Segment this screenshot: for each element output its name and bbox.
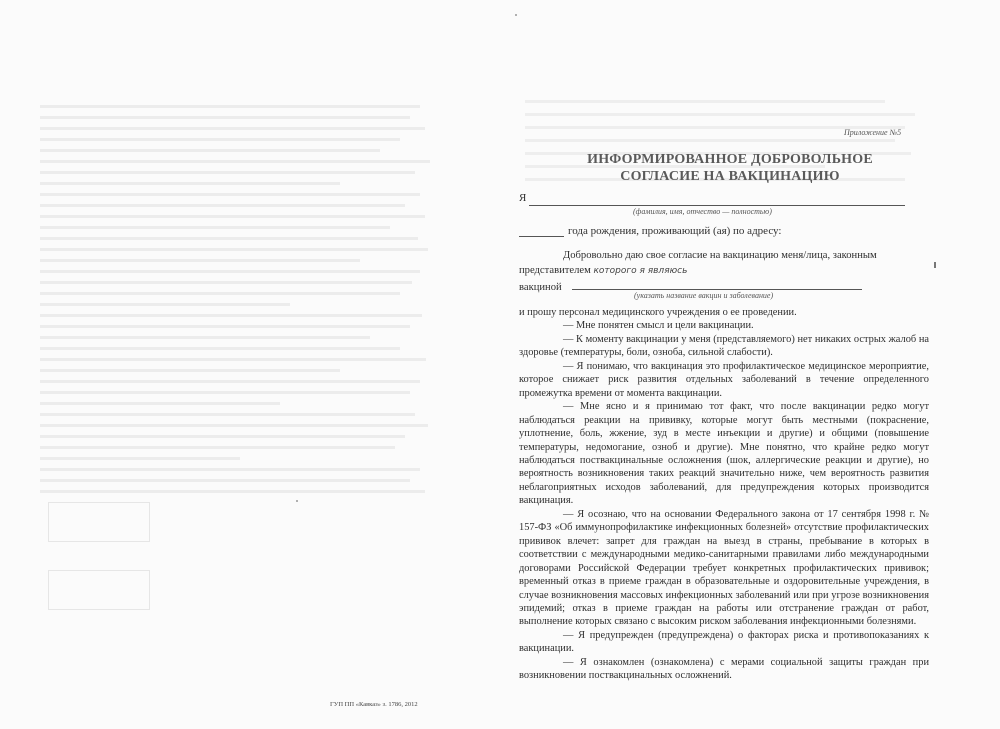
consent-line-1: Добровольно даю свое согласие на вакцинацию меня/лица, законным [563,250,877,261]
birth-text: года рождения, проживающий (ая) по адресу: [568,225,782,237]
scan-speck [296,500,298,502]
scan-edge-mark [934,262,936,268]
vaccine-caption: (указать название вакцин и заболевание) [634,291,774,300]
consent-body [519,306,929,683]
paragraph: — К моменту вакцинации у меня (представляемого) нет никаких острых жалоб на здоровье (температуры, боли, озноба, сильной слабости). [519,333,929,359]
left-page [0,0,470,729]
paragraph: — Мне понятен смысл и цели вакцинации. [563,320,754,332]
scan-speck [515,14,517,16]
paragraph: и прошу персонал медицинского учреждения о ее проведении. [519,307,797,318]
paragraph: — Я осознаю, что на основании Федерального закона от 17 сентября 1998 г. № 157-ФЗ «Об иммунопрофилактике инфекционных болезней» отсутствие профилактических прививок влечет: запрет для граждан на выезд в страны, пребывание в которых в соответствии с международными медико-санитарными правилами либо международными договорами Российской Федерации требует конкретных профилактических прививок; временный отказ в приеме граждан в образовательные и оздоровительные учреждения, в случае возникновения массовых инфекционных заболеваний или при угрозе возникновения эпидемий; отказ в приеме граждан на работы или отстранение граждан от работ, выполнение которых связано с высоким риском заболевания инфекционными болезнями. [519,508,929,628]
birth-year-blank[interactable] [519,236,564,237]
consent-line-2 [519,263,929,279]
printer-imprint: ГУП ПП «Кавказ» з. 1786, 2012 [330,701,418,708]
vaccine-field-line[interactable] [572,289,862,290]
appendix-label: Приложение №5 [844,128,902,137]
fio-field-line[interactable] [529,205,905,206]
paragraph: — Я понимаю, что вакцинация это профилактическое медицинское мероприятие, которое снижает риск развития отдельных заболеваний в течение определенного промежутка времени от момента вакцинации. [519,360,929,399]
paragraph: — Я ознакомлен (ознакомлена) с мерами социальной защиты граждан при возникновении поствакцинальных осложнений. [519,656,929,682]
consent-line-3: вакциной [519,281,562,293]
title-line-1: ИНФОРМИРОВАННОЕ ДОБРОВОЛЬНОЕ [587,152,873,167]
title-line-2: СОГЛАСИЕ НА ВАКЦИНАЦИЮ [620,169,840,184]
document-title [510,151,950,185]
bleed-through-text [40,105,440,535]
handwritten-entry: которого я являюсь [593,266,688,277]
birth-line [519,225,781,237]
paragraph: — Мне ясно и я принимаю тот факт, что после вакцинации редко могут наблюдаться реакции на прививку, которые могут быть местными (покраснение, уплотнение, боль, жжение, зуд в месте инъекции и другие) и общими (повышение температуры, недомогание, озноб и другие). Мне понятно, что крайне редко могут наблюдаться поствакцинальные осложнения (шок, аллергические реакции и другие), но вероятность возникновения таких реакций значительно ниже, чем вероятность развития неблагоприятных исходов заболеваний, для предупреждения которых производится вакцинация. [519,401,929,507]
consent-line-2-prefix: представителем [519,265,591,277]
ya-label: Я [519,192,527,204]
fio-caption: (фамилия, имя, отчество — полностью) [633,207,772,216]
right-page [510,0,1000,729]
paragraph: — Я предупрежден (предупреждена) о факторах риска и противопоказаниях к вакцинации. [519,629,929,655]
ghost-box [48,502,150,542]
ghost-box [48,570,150,610]
